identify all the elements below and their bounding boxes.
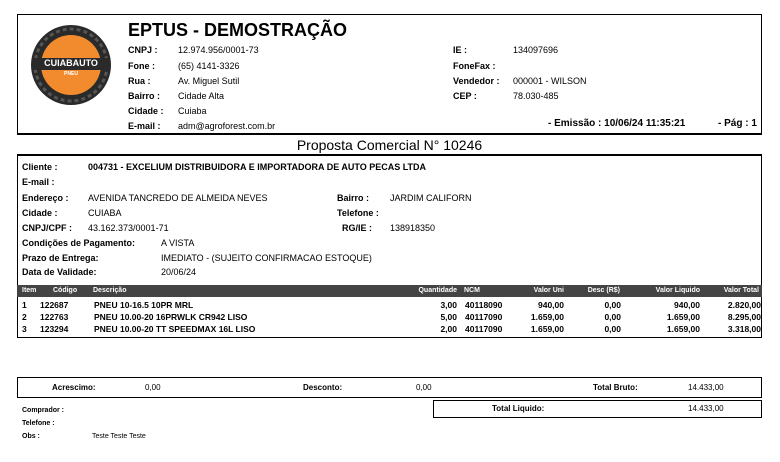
total-liquido-value: 14.433,00 bbox=[688, 404, 724, 413]
cell-desc: 0,00 bbox=[604, 324, 621, 334]
cell-valor-uni: 1.659,00 bbox=[530, 324, 564, 334]
fone-label: Fone : bbox=[128, 61, 155, 71]
desconto-value: 0,00 bbox=[416, 383, 432, 392]
telefone-label: Telefone : bbox=[22, 420, 55, 427]
ie-label: IE : bbox=[453, 45, 468, 55]
cell-quantidade: 5,00 bbox=[440, 312, 457, 322]
client-box-border-right bbox=[761, 156, 762, 285]
delivery-value: IMEDIATO - (SUJEITO CONFIRMACAO ESTOQUE) bbox=[161, 253, 372, 263]
total-liquido-label: Total Liquido: bbox=[492, 404, 545, 413]
bairro-value: Cidade Alta bbox=[178, 91, 225, 101]
ie-value: 134097696 bbox=[513, 45, 559, 55]
client-value: 004731 - EXCELIUM DISTRIBUIDORA E IMPORTADORA DE AUTO PECAS LTDA bbox=[88, 162, 427, 172]
cell-valor-total: 8.295,00 bbox=[727, 312, 761, 322]
col-descricao: Descrição bbox=[93, 287, 127, 294]
client-email-label: E-mail : bbox=[22, 177, 55, 187]
cell-desc: 0,00 bbox=[604, 312, 621, 322]
validity-value: 20/06/24 bbox=[161, 267, 197, 277]
page-number: - Pág : 1 bbox=[718, 118, 757, 129]
col-valor-liquido: Valor Liquido bbox=[655, 287, 700, 294]
col-valor-uni: Valor Uni bbox=[533, 287, 564, 294]
document-title: Proposta Comercial N° 10246 bbox=[296, 137, 483, 153]
client-rgie-label: RG/IE : bbox=[342, 223, 373, 233]
cell-quantidade: 3,00 bbox=[440, 300, 457, 310]
email-label: E-mail : bbox=[128, 121, 161, 131]
col-item: Item bbox=[22, 287, 37, 294]
delivery-label: Prazo de Entrega: bbox=[22, 253, 99, 263]
cep-label: CEP : bbox=[453, 91, 477, 101]
client-rgie-value: 138918350 bbox=[390, 223, 436, 233]
cell-valor-total: 2.820,00 bbox=[727, 300, 761, 310]
client-cidade-value: CUIABA bbox=[88, 208, 122, 218]
client-box-border-left bbox=[17, 156, 18, 285]
items-table-header bbox=[17, 285, 762, 297]
cnpj-value: 12.974.956/0001-73 bbox=[178, 45, 259, 55]
company-title: EPTUS - DEMOSTRAÇÃO bbox=[128, 20, 348, 40]
client-cidade-label: Cidade : bbox=[22, 208, 58, 218]
client-bairro-value: JARDIM CALIFORN bbox=[390, 193, 472, 203]
cnpj-label: CNPJ : bbox=[128, 45, 158, 55]
title-divider bbox=[17, 154, 762, 156]
payment-value: A VISTA bbox=[161, 238, 195, 248]
cell-valor-total: 3.318,00 bbox=[727, 324, 761, 334]
obs-label: Obs : bbox=[22, 433, 40, 440]
cell-valor-liquido: 1.659,00 bbox=[666, 324, 700, 334]
obs-value: Teste Teste Teste bbox=[92, 433, 146, 440]
cell-valor-uni: 1.659,00 bbox=[530, 312, 564, 322]
col-codigo: Código bbox=[53, 287, 78, 294]
cell-valor-liquido: 940,00 bbox=[674, 300, 700, 310]
rua-label: Rua : bbox=[128, 76, 151, 86]
acrescimo-label: Acrescimo: bbox=[52, 383, 96, 392]
col-desc: Desc (R$) bbox=[587, 287, 620, 294]
emission-datetime: - Emissão : 10/06/24 11:35:21 bbox=[548, 118, 686, 129]
cell-codigo: 123294 bbox=[40, 324, 69, 334]
vendedor-value: 000001 - WILSON bbox=[513, 76, 587, 86]
comprador-label: Comprador : bbox=[22, 407, 64, 414]
cell-item: 2 bbox=[22, 312, 27, 322]
totals-box bbox=[17, 377, 762, 398]
cell-codigo: 122687 bbox=[40, 300, 69, 310]
cell-codigo: 122763 bbox=[40, 312, 69, 322]
fone-value: (65) 4141-3326 bbox=[178, 61, 240, 71]
payment-label: Condições de Pagamento: bbox=[22, 238, 136, 248]
client-telefone-label: Telefone : bbox=[337, 208, 379, 218]
col-quantidade: Quantidade bbox=[418, 287, 457, 294]
client-bairro-label: Bairro : bbox=[337, 193, 370, 203]
client-label: Cliente : bbox=[22, 162, 58, 172]
client-cnpj-label: CNPJ/CPF : bbox=[22, 223, 73, 233]
logo-text: CUIABAUTO bbox=[44, 58, 98, 68]
cell-valor-uni: 940,00 bbox=[538, 300, 564, 310]
email-value: adm@agroforest.com.br bbox=[178, 121, 276, 131]
table-row bbox=[0, 324, 780, 336]
cell-item: 3 bbox=[22, 324, 27, 334]
cell-ncm: 40117090 bbox=[465, 312, 503, 322]
cell-ncm: 40118090 bbox=[465, 300, 503, 310]
fonefax-label: FoneFax : bbox=[453, 61, 496, 71]
client-cnpj-value: 43.162.373/0001-71 bbox=[88, 223, 169, 233]
logo-subtext: PNEU bbox=[64, 71, 78, 77]
table-row bbox=[0, 312, 780, 324]
cell-descricao: PNEU 10-16.5 10PR MRL bbox=[94, 300, 194, 310]
address-label: Endereço : bbox=[22, 193, 69, 203]
validity-label: Data de Validade: bbox=[22, 267, 97, 277]
cell-valor-liquido: 1.659,00 bbox=[666, 312, 700, 322]
rua-value: Av. Miguel Sutil bbox=[178, 76, 240, 86]
cell-ncm: 40117090 bbox=[465, 324, 503, 334]
cell-item: 1 bbox=[22, 300, 27, 310]
total-bruto-label: Total Bruto: bbox=[593, 383, 638, 392]
col-valor-total: Valor Total bbox=[723, 287, 759, 294]
address-value: AVENIDA TANCREDO DE ALMEIDA NEVES bbox=[88, 193, 268, 203]
table-row bbox=[0, 300, 780, 312]
cell-desc: 0,00 bbox=[604, 300, 621, 310]
header-divider bbox=[17, 134, 762, 135]
cep-value: 78.030-485 bbox=[513, 91, 559, 101]
vendedor-label: Vendedor : bbox=[453, 76, 500, 86]
cell-quantidade: 2,00 bbox=[440, 324, 457, 334]
cell-descricao: PNEU 10.00-20 16PRWLK CR942 LISO bbox=[94, 312, 248, 322]
desconto-label: Desconto: bbox=[303, 383, 343, 392]
bairro-label: Bairro : bbox=[128, 91, 161, 101]
cidade-label: Cidade : bbox=[128, 106, 164, 116]
company-logo bbox=[30, 24, 112, 106]
col-ncm: NCM bbox=[464, 287, 480, 294]
items-table-bottom-rule bbox=[17, 337, 762, 338]
total-bruto-value: 14.433,00 bbox=[688, 383, 724, 392]
cell-descricao: PNEU 10.00-20 TT SPEEDMAX 16L LISO bbox=[94, 324, 256, 334]
acrescimo-value: 0,00 bbox=[145, 383, 161, 392]
cidade-value: Cuiaba bbox=[178, 106, 207, 116]
